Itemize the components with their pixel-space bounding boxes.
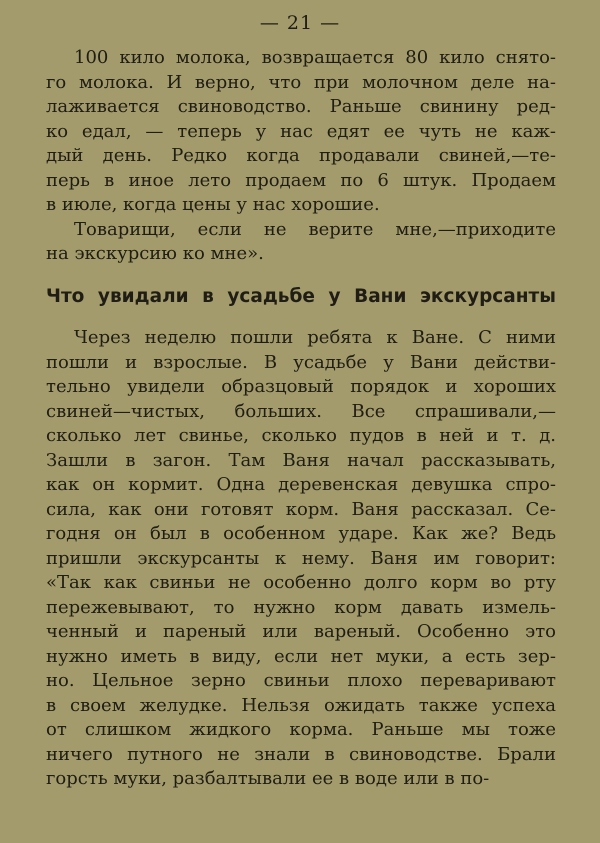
- text-block-top: [46, 46, 556, 267]
- text-line: сила, как они готовят корм. Ваня рассказал. Се-: [46, 498, 556, 520]
- text-line: тельно увидели образцовый порядок и хороших: [46, 376, 556, 397]
- text-line: от слишком жидкого корма. Раньше мы тоже: [46, 719, 556, 740]
- text-line: «Так как свиньи не особенно долго корм во рту: [46, 572, 556, 593]
- text-line: ничего путного не знали в свиноводстве. Брали: [46, 743, 556, 765]
- paragraph-3: [46, 326, 556, 792]
- text-line: свиней—чистых, больших. Все спрашивали,—: [46, 400, 556, 422]
- text-line: пошли и взрослые. В усадьбе у Вани действи-: [46, 351, 556, 373]
- paragraph-2: [46, 218, 556, 267]
- text-line: горсть муки, разбалтывали ее в воде или в по-: [46, 768, 490, 789]
- text-line: Товарищи, если не верите мне,—приходите: [74, 218, 556, 240]
- text-line: дый день. Редко когда продавали свиней,—те-: [46, 145, 556, 166]
- text-line: в своем желудке. Нельзя ожидать также успеха: [46, 694, 556, 716]
- text-line: лаживается свиноводство. Раньше свинину ред-: [46, 96, 556, 117]
- text-line: го молока. И верно, что при молочном деле на-: [46, 71, 556, 93]
- text-line: нужно иметь в виду, если нет муки, а есть зер-: [46, 645, 556, 667]
- text-line: но. Цельное зерно свиньи плохо переваривают: [46, 670, 556, 691]
- text-line: в июле, когда цены у нас хорошие.: [46, 194, 380, 215]
- text-line: на экскурсию ко мне».: [46, 243, 264, 264]
- text-block-bottom: [46, 326, 556, 792]
- text-line: пришли экскурсанты к нему. Ваня им говорит:: [46, 547, 556, 569]
- text-line: перь в иное лето продаем по 6 штук. Продаем: [46, 169, 556, 191]
- text-line: Через неделю пошли ребята к Ване. С ними: [74, 327, 556, 348]
- text-line: пережевывают, то нужно корм давать измель-: [46, 596, 556, 618]
- text-line: ко едал, — теперь у нас едят ее чуть не каж-: [46, 120, 556, 142]
- text-line: годня он был в особенном ударе. Как же? Ведь: [46, 523, 556, 544]
- text-line: ченный и пареный или вареный. Особенно это: [46, 621, 556, 642]
- text-line: как он кормит. Одна деревенская девушка спро-: [46, 474, 556, 495]
- text-line: 100 кило молока, возвращается 80 кило снято-: [74, 47, 556, 68]
- text-line: Зашли в загон. Там Ваня начал рассказывать,: [46, 449, 556, 471]
- text-line: сколько лет свинье, сколько пудов в ней и т. д.: [46, 425, 556, 446]
- page-number: — 21 —: [259, 12, 341, 34]
- section-heading: Что увидали в усадьбе у Вани экскурсанты: [46, 286, 556, 307]
- paragraph-1: [46, 46, 556, 218]
